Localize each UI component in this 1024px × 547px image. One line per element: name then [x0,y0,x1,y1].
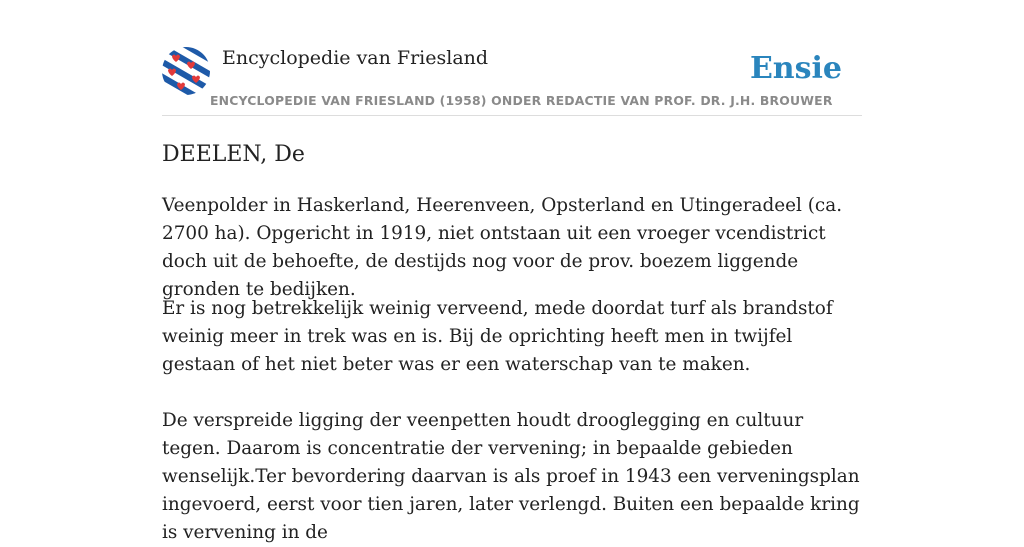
ensie-brand-link[interactable]: Ensie [749,51,842,86]
frisian-flag-logo-icon [162,47,210,95]
entry-paragraph-3: De verspreide ligging der veenpetten houdt drooglegging en cultuur tegen. Daarom is concentratie der vervening; in bepaalde gebieden wenselijk.Ter bevordering daarvan is als proef in 1943 een verveningsplan ingevoerd, eerst voor tien jaren, later verlengd. Buiten een bepaalde kring is vervening in de [162,410,860,543]
site-title[interactable]: Encyclopedie van Friesland [222,47,489,69]
encyclopedia-subtitle: ENCYCLOPEDIE VAN FRIESLAND (1958) ONDER REDACTIE VAN PROF. DR. J.H. BROUWER [210,93,833,108]
entry-paragraph-2: Er is nog betrekkelijk weinig verveend, mede doordat turf als brandstof weinig meer in trek was en is. Bij de oprichting heeft men in twijfel gestaan of het niet beter was er een waterschap van te maken. [162,298,833,375]
entry-title: DEELEN, De [162,142,305,167]
header-divider [162,115,862,116]
entry-paragraph-1: Veenpolder in Haskerland, Heerenveen, Opsterland en Utingeradeel (ca. 2700 ha). Opgericht in 1919, niet ontstaan uit een vroeger vcendistrict doch uit de behoefte, de destijds nog voor de prov. boezem liggende gronden te bedijken. [162,195,843,300]
